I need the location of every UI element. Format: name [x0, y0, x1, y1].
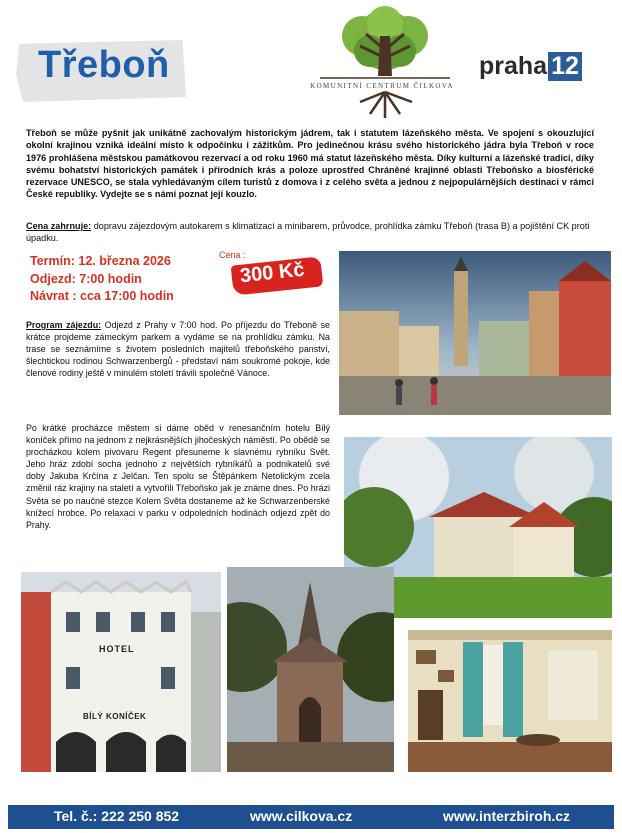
cena-zahrnuje-text: dopravu zájezdovým autokarem s klimatizací a minibarem, průvodce, prohlídka zámku Třeboň (trasa B) a pojištění CK proti úpadku.: [26, 221, 590, 243]
schwarzenberg-tomb-photo: [227, 567, 394, 772]
praha-number: 12: [548, 52, 582, 81]
termin-line: Termín: 12. března 2026: [30, 254, 171, 268]
page-title: Třeboň: [38, 44, 170, 86]
footer-phone: Tel. č.: 222 250 852: [54, 808, 180, 824]
hotel-sign: HOTEL: [99, 644, 135, 654]
program-paragraph: [26, 319, 330, 379]
logo-caption: KOMUNITNÍ CENTRUM ČILKOVA: [310, 82, 454, 90]
hotel-bily-konicek-photo: [21, 572, 221, 772]
town-square-photo: [339, 251, 611, 415]
trip-info: [30, 253, 174, 306]
program-text: Odjezd z Prahy v 7:00 hod. Po příjezdu do Třeboně se krátce projdeme zámeckým parkem a vydáme se na prohlídku zámku. Na trase se seznámíme s životem posledních majitelů třeboňského panství, šlechtickou rodinou Schwarzenbergů - představí nám soukromé pokoje, kde členové rodiny ještě v minulém století trávili společně Vánoce.: [26, 320, 330, 379]
cena-zahrnuje-paragraph: [26, 220, 594, 244]
praha12-logo: [479, 52, 582, 81]
castle-interior-photo: [408, 630, 612, 772]
praha-text: praha: [479, 52, 548, 80]
intro-paragraph: Třeboň se může pyšnit jak unikátně zachovalým historickým jádrem, tak i statutem lázeňského města. Ve spojení s okouzlující okolní krajinou vzniká ideální místo k odpočinku i zážitkům. Pro jedinečnou krásu svého historického jádra byla Třeboň v roce 1976 prohlášena městskou památkovou rezervací a od roku 1960 má statut lázeňského města. Díky kulturní a lázeňské tradici, díky svému bohatství historických památek i přírodních krás a poloze uprostřed Chráněné krajinné oblasti Třeboňsko a biosférické rezervace UNESCO, se stala vyhledávaným cílem turistů z domova i z celého světa a jednou z nejpopulárnějších destinací v rámci České republiky. Vydejte se s námi poznat její kouzlo.: [26, 128, 594, 200]
tree-logo: [300, 6, 470, 124]
navrat-line: Návrat : cca 17:00 hodin: [30, 289, 174, 303]
footer-web-interzbiroh[interactable]: www.interzbiroh.cz: [443, 808, 571, 824]
odjezd-line: Odjezd: 7:00 hodin: [30, 271, 142, 286]
footer-web-cilkova[interactable]: www.cilkova.cz: [250, 808, 353, 824]
price-value: 300 Kč: [238, 258, 306, 288]
price-label: Cena :: [219, 250, 246, 260]
cena-zahrnuje-label: Cena zahrnuje:: [26, 221, 92, 231]
program-label: Program zájezdu:: [26, 320, 102, 330]
hotel-name-sign: BÍLÝ KONÍČEK: [83, 712, 147, 721]
program-paragraph-2: Po krátké procházce městem si dáme oběd v renesančním hotelu Bílý koníček přímo na jednom z nejkrásnějších jihočeských náměstí. Po obědě se procházkou kolem pivovaru Regent přesuneme k slavnému rybníku Svět. Jeho hráz zdobí socha jednoho z největších rybníkářů a podnikatelů své doby Jakuba Krčína z Jelčan. Ten spolu se Štěpánkem Netolickým zcela změnil ráz krajiny na staletí a vytvořili Třeboňsko jak je známe dnes. Po hrázi Světa se po naučné stezce Kolem Světa dostaneme až ke Schwarzenberské knížecí hrobce. Po relaxaci v parku v odpoledních hodinách odjezd zpět do Prahy.: [26, 423, 330, 530]
